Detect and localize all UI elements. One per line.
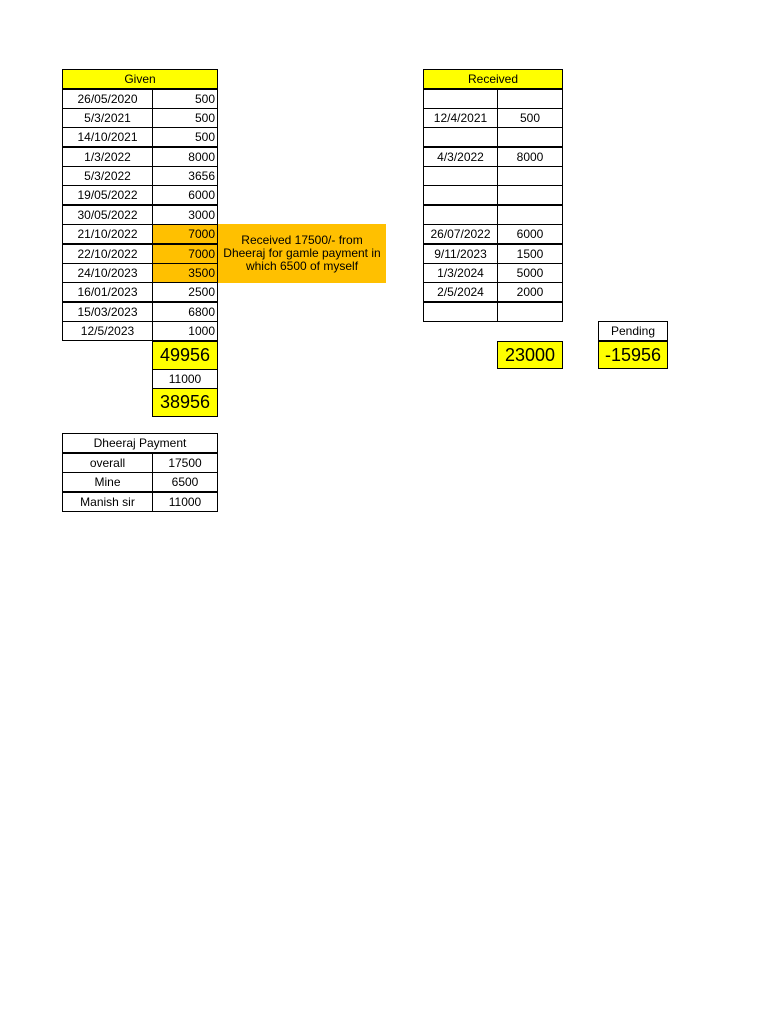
given-amount-cell-highlighted[interactable]: 7000 — [152, 244, 218, 264]
given-date-cell[interactable]: 24/10/2023 — [62, 263, 153, 283]
received-amount-cell[interactable] — [497, 89, 563, 109]
given-amount-cell[interactable]: 6800 — [152, 302, 218, 322]
received-date-cell[interactable] — [423, 89, 498, 109]
received-date-cell[interactable]: 1/3/2024 — [423, 263, 498, 283]
pending-value[interactable]: -15956 — [598, 341, 668, 369]
given-net-total[interactable]: 38956 — [152, 388, 218, 417]
received-amount-cell[interactable]: 6000 — [497, 224, 563, 244]
given-total[interactable]: 49956 — [152, 341, 218, 370]
received-header[interactable]: Received — [423, 69, 563, 89]
received-amount-cell[interactable] — [497, 166, 563, 186]
given-date-cell[interactable]: 19/05/2022 — [62, 185, 153, 205]
given-amount-cell[interactable]: 500 — [152, 89, 218, 109]
received-date-cell[interactable]: 26/07/2022 — [423, 224, 498, 244]
received-amount-cell[interactable]: 2000 — [497, 282, 563, 302]
given-date-cell[interactable]: 1/3/2022 — [62, 147, 153, 167]
given-amount-cell[interactable]: 8000 — [152, 147, 218, 167]
received-amount-cell[interactable]: 8000 — [497, 147, 563, 167]
received-amount-cell[interactable] — [497, 302, 563, 322]
received-amount-cell[interactable] — [497, 185, 563, 205]
given-deduction[interactable]: 11000 — [152, 369, 218, 389]
given-amount-cell[interactable]: 500 — [152, 108, 218, 128]
dheeraj-value-cell[interactable]: 6500 — [152, 472, 218, 492]
given-date-cell[interactable]: 26/05/2020 — [62, 89, 153, 109]
received-amount-cell[interactable]: 5000 — [497, 263, 563, 283]
received-date-cell[interactable]: 9/11/2023 — [423, 244, 498, 264]
given-date-cell[interactable]: 30/05/2022 — [62, 205, 153, 225]
given-header[interactable]: Given — [62, 69, 218, 89]
given-date-cell[interactable]: 21/10/2022 — [62, 224, 153, 244]
received-amount-cell[interactable] — [497, 205, 563, 225]
pending-label[interactable]: Pending — [598, 321, 668, 341]
received-date-cell[interactable]: 2/5/2024 — [423, 282, 498, 302]
given-date-cell[interactable]: 5/3/2022 — [62, 166, 153, 186]
given-amount-cell[interactable]: 3000 — [152, 205, 218, 225]
received-total[interactable]: 23000 — [497, 341, 563, 369]
dheeraj-label-cell[interactable]: Manish sir — [62, 492, 153, 512]
received-amount-cell[interactable] — [497, 127, 563, 147]
given-amount-cell[interactable]: 2500 — [152, 282, 218, 302]
given-amount-cell-highlighted[interactable]: 7000 — [152, 224, 218, 244]
given-amount-cell[interactable]: 500 — [152, 127, 218, 147]
given-amount-cell[interactable]: 1000 — [152, 321, 218, 341]
dheeraj-payment-header[interactable]: Dheeraj Payment — [62, 433, 218, 453]
received-date-cell[interactable]: 12/4/2021 — [423, 108, 498, 128]
received-date-cell[interactable] — [423, 302, 498, 322]
received-amount-cell[interactable]: 500 — [497, 108, 563, 128]
given-date-cell[interactable]: 12/5/2023 — [62, 321, 153, 341]
received-amount-cell[interactable]: 1500 — [497, 244, 563, 264]
dheeraj-label-cell[interactable]: overall — [62, 453, 153, 473]
dheeraj-value-cell[interactable]: 17500 — [152, 453, 218, 473]
payment-note[interactable] — [218, 224, 386, 283]
given-amount-cell-highlighted[interactable]: 3500 — [152, 263, 218, 283]
given-amount-cell[interactable]: 3656 — [152, 166, 218, 186]
given-date-cell[interactable]: 22/10/2022 — [62, 244, 153, 264]
received-date-cell[interactable]: 4/3/2022 — [423, 147, 498, 167]
given-amount-cell[interactable]: 6000 — [152, 185, 218, 205]
payment-note-text: Received 17500/- from Dheeraj for gamle payment in which 6500 of myself — [223, 233, 381, 273]
received-date-cell[interactable] — [423, 127, 498, 147]
given-date-cell[interactable]: 14/10/2021 — [62, 127, 153, 147]
dheeraj-value-cell[interactable]: 11000 — [152, 492, 218, 512]
given-date-cell[interactable]: 15/03/2023 — [62, 302, 153, 322]
received-date-cell[interactable] — [423, 166, 498, 186]
dheeraj-label-cell[interactable]: Mine — [62, 472, 153, 492]
received-date-cell[interactable] — [423, 205, 498, 225]
received-date-cell[interactable] — [423, 185, 498, 205]
given-date-cell[interactable]: 16/01/2023 — [62, 282, 153, 302]
given-date-cell[interactable]: 5/3/2021 — [62, 108, 153, 128]
